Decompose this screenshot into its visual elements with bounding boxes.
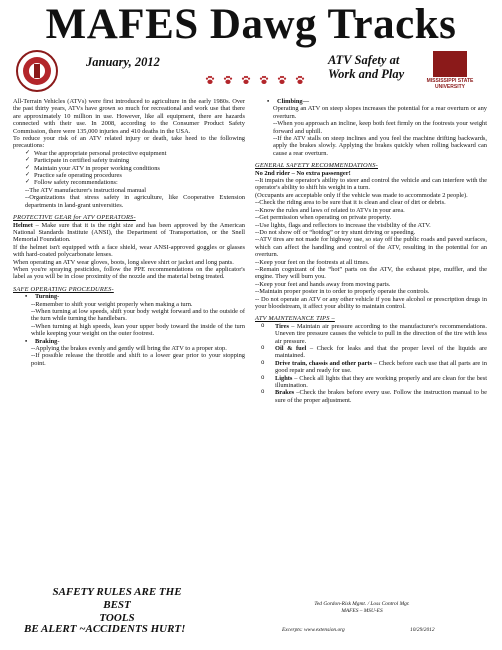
general-tip: --Check the riding area to be sure that it is clean and clear of dirt or debris.	[255, 199, 446, 207]
paw-icon	[223, 75, 233, 85]
general-safety-heading: GENERAL SAFETY RECOMMENDATIONS-	[255, 162, 379, 170]
general-tip: --Keep your feet and hands away from moving parts.	[255, 280, 391, 288]
climbing-tip: --If the ATV stalls on steep inclines and you feel the machine drifting backwards, apply the brakes slowly. Applying the brakes quickly when rolling backward can cause a rear overturn.	[273, 135, 487, 157]
excerpt-source: Excerpts: www.extension.org	[282, 627, 345, 633]
safe-procedures-heading: SAFE OPERATING PROCEDURES-	[13, 285, 114, 293]
face-shield-paragraph: If the helmet isn't equipped with a face shield, wear ANSI-approved goggles or glasses with hard-coated polycarbonate lenses.	[13, 243, 245, 259]
newsletter-title: MAFES Dawg Tracks	[45, 1, 457, 48]
maintenance-item: o Lights – Check all lights that they are working properly and are clean for the best illumination.	[261, 375, 487, 390]
braking-bullet: • Braking-	[13, 338, 245, 345]
author-credit: Ted Gordon-Risk Mgmt. / Loss Control Mgr. MAFES – MSU-ES	[314, 601, 410, 614]
general-tip: --Get permission when operating on private property.	[255, 214, 392, 222]
turning-bullet: • Turning-	[13, 293, 245, 300]
climbing-tip: Operating an ATV on steep slopes increases the potential for a rear overturn or any overturn.	[273, 105, 487, 120]
general-tip: --Do not show off or “hotdog” or try stunt driving or speeding.	[255, 228, 416, 236]
maintenance-item: o Brakes –Check the brakes before every use. Follow the instruction manual to be sure of the proper adjustment.	[261, 389, 487, 404]
checklist-item: ✓ Maintain your ATV in proper working conditions	[25, 165, 245, 172]
general-tip: --Keep your feet on the footrests at all times.	[255, 258, 370, 266]
maintenance-heading: ATV MAINTENANCE TIPS –	[255, 315, 335, 323]
paw-icon	[277, 75, 287, 85]
turning-tip: --Remember to shift your weight properly when making a turn.	[31, 300, 193, 308]
left-column	[13, 98, 245, 367]
climbing-tip: --When you approach an incline, keep both feet firmly on the footrests your weight forward and uphill.	[273, 120, 487, 135]
mafes-seal-logo	[15, 49, 59, 93]
paw-print-row	[205, 75, 305, 85]
checklist-subitem: --The ATV manufacturer's instructional manual	[25, 186, 146, 194]
maintenance-item: o Oil & fuel – Check for leaks and that the proper level of the liquids are maintained.	[261, 345, 487, 360]
paw-icon	[259, 75, 269, 85]
reduce-risk-text: To reduce your risk of an ATV related injury or death, take heed to the following precautions:	[13, 135, 245, 150]
climbing-bullet: • Climbing—	[255, 98, 487, 105]
general-tip: --Know the rules and laws of related to ATVs in your area.	[255, 206, 405, 214]
paw-icon	[205, 75, 215, 85]
paw-icon	[241, 75, 251, 85]
general-tip: --Use lights, flags and reflectors to increase the visibility of the ATV.	[255, 221, 431, 229]
braking-tip: --If possible release the throttle and shift to a lower gear prior to your stopping point.	[31, 352, 245, 367]
right-column	[255, 98, 487, 404]
msu-mark-icon	[433, 51, 467, 77]
intro-paragraph: All-Terrain Vehicles (ATVs) were first introduced to agriculture in the early 1980s. Over the past thirty years, ATVs have grown so much for recreational and work use that there are approximately 10 million in use. However, like all equipment, there are hazards connected with their use. In 2008, according to the Consumer Product Safety Commission, there were 135,000 injuries and 410 deaths in the USA.	[13, 98, 245, 135]
msu-logo: MISSISSIPPI STATE UNIVERSITY	[414, 51, 486, 90]
no-second-rider: No 2nd rider – No extra passenger!	[255, 169, 351, 177]
general-tip: -- Do not operate an ATV or any other vehicle if you have alcohol or prescription drugs in your bloodstream, it affect your ability to maintain control.	[255, 295, 487, 310]
general-tip: --ATV tires are not made for highway use, so stay off the public roads and paved surfaces, which can affect the handling and control of the ATV, resulting in the potential for an overturn.	[255, 236, 487, 259]
maintenance-item: o Drive train, chassis and other parts – Check before each use that all parts are in good repair and ready for use.	[261, 360, 487, 375]
operating-wear-paragraph: When operating an ATV wear gloves, boots, long sleeve shirt or jacket and long pants.	[13, 258, 234, 266]
precaution-checklist	[13, 150, 245, 187]
general-tip: --It impairs the operator's ability to steer and control the vehicle and can interfere with the operator's ability to shift his weight in a turn.	[255, 177, 487, 192]
maintenance-item: o Tires – Maintain air pressure according to the manufacturer's recommendations. Uneven tire pressure causes the vehicle to pull in the direction of the tire with less air pressure.	[261, 323, 487, 345]
turning-tip: --When turning at low speeds, shift your body weight forward and to the outside of the turn while turning the handlebars.	[31, 307, 245, 323]
safety-slogan: SAFETY RULES ARE THE BEST TOOLS	[52, 586, 182, 624]
checklist-item: ✓ Practice safe operating procedures	[25, 172, 245, 179]
maintenance-list	[255, 323, 487, 404]
footer-date: 10/29/2012	[410, 627, 435, 633]
helmet-paragraph: Helmet – Make sure that it is the right size and has been approved by the American National Standards Institute (ANSI), the Department of Transportation, or the Snell Memorial Foundation.	[13, 221, 245, 244]
general-tip: (Occupants are acceptable only if the vehicle was made to accommodate 2 people).	[255, 191, 468, 199]
alert-slogan: BE ALERT ~ACCIDENTS HURT!	[24, 623, 186, 635]
pesticide-paragraph: When you're spraying pesticides, follow the PPE recommendations on the applicator's label as you will be in close proximity of the nozzle and the material being treated.	[13, 265, 245, 281]
turning-tip: --When turning at high speeds, lean your upper body toward the inside of the turn while keeping your weight on the outer footrest.	[31, 322, 245, 338]
checklist-subitem: --Organizations that stress safety in agriculture, like Cooperative Extension departments in land-grant universities.	[25, 194, 245, 209]
general-tip: --Maintain proper poster in to order to properly operate the controls.	[255, 288, 430, 296]
paw-icon	[295, 75, 305, 85]
feature-title: ATV Safety at Work and Play	[328, 53, 405, 81]
checklist-item: ✓ Wear the appropriate personal protective equipment	[25, 150, 245, 157]
general-tip: --Remain cognizant of the “hot” parts on the ATV, the exhaust pipe, muffler, and the engine. They will burn you.	[255, 265, 487, 281]
checklist-item: ✓ Participate in certified safety training	[25, 157, 245, 164]
protective-gear-heading: PROTECTIVE GEAR for ATV OPERATORS-	[13, 214, 136, 222]
checklist-item: ✓ Follow safety recommendations:	[25, 179, 245, 186]
issue-date: January, 2012	[86, 55, 160, 69]
braking-tip: --Applying the brakes evenly and gently will bring the ATV to a proper stop.	[31, 345, 227, 352]
